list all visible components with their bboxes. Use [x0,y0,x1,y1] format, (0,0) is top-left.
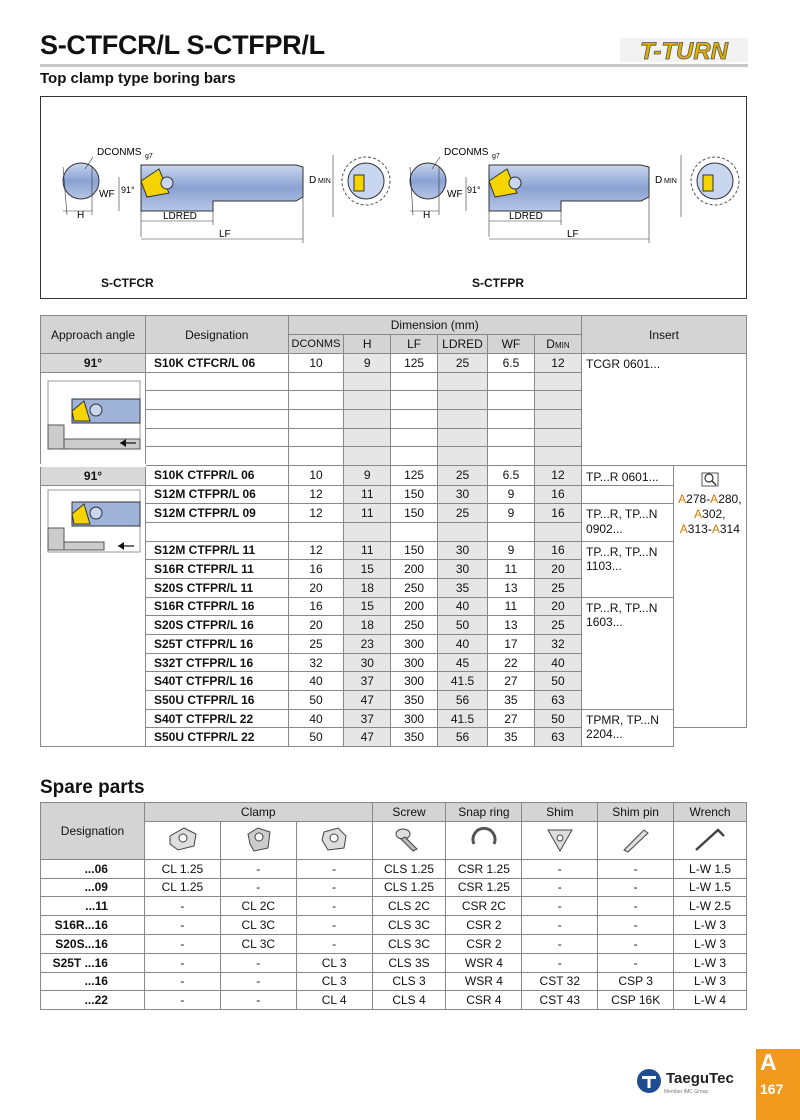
dconms-cell: 12 [288,504,344,523]
header-wf: WF [487,335,534,354]
shim-pin-icon [598,821,674,859]
spare-snap-cell: WSR 4 [446,953,522,972]
spare-pin-cell: - [598,859,674,878]
spare-clamp2-cell: CL 2C [220,897,296,916]
spare-clamp3-cell: CL 4 [296,991,372,1010]
dmin-cell: 40 [534,653,581,672]
table-row [41,466,747,485]
clamp-type2-icon [220,821,296,859]
spare-part-row [41,934,747,953]
dmin-cell: 16 [534,485,581,504]
spare-clamp3-cell: - [296,897,372,916]
tool-thumbnail-cell [41,485,146,560]
h-cell: 47 [344,691,391,710]
table-row [41,354,747,373]
wf-cell: 6.5 [487,354,534,373]
ldred-cell: 40 [438,597,488,616]
insert-cell [582,504,674,541]
ldred-cell: 30 [438,560,488,579]
approach-angle-value: 91° [41,354,146,373]
ldred-cell: 45 [438,653,488,672]
spare-pin-cell: - [598,897,674,916]
dmin-cell: 16 [534,541,581,560]
s-ctfpr-drawing [410,147,739,243]
wf-cell: 22 [487,653,534,672]
page-ref-line2 [677,507,743,522]
spare-pin-cell: - [598,934,674,953]
dconms-cell: 16 [288,597,344,616]
spare-designation-cell: ...16 [41,972,145,991]
spare-shim-cell: - [522,953,598,972]
h-cell: 9 [344,354,391,373]
h-cell: 18 [344,616,391,635]
dconms-cell: 50 [288,728,344,747]
dim-h-label: H [77,210,85,221]
spare-clamp1-cell: CL 1.25 [144,859,220,878]
lf-cell: 125 [391,466,438,485]
ldred-cell: 41.5 [438,709,488,728]
header-insert: Insert [582,316,747,354]
spare-pin-cell: - [598,878,674,897]
ldred-cell: 50 [438,616,488,635]
spare-clamp2-cell: - [220,991,296,1010]
header-h: H [344,335,391,354]
insert-cell: TCGR 0601... [582,354,747,466]
dmin-cell: 20 [534,560,581,579]
spare-shim-cell: CST 32 [522,972,598,991]
spare-snap-cell: CSR 2 [446,916,522,935]
designation-cell: S10K CTFPR/L 06 [146,466,289,485]
wf-cell: 13 [487,578,534,597]
dim-dmin-label: D [309,175,317,186]
page-ref-line1 [677,492,743,507]
insert-line: TPMR, TP...N [586,712,659,727]
spare-wrench-cell: L-W 3 [674,972,747,991]
spare-wrench-cell: L-W 1.5 [674,878,747,897]
dim-dconms-label-right: DCONMS [444,147,489,158]
spare-header-screw: Screw [372,803,446,822]
dmin-cell: 32 [534,635,581,654]
diagram-label-left: S-CTFCR [101,276,154,290]
dconms-cell: 10 [288,354,344,373]
wf-cell: 9 [487,541,534,560]
spare-clamp2-cell: - [220,878,296,897]
insert-line: TP...R, TP...N [586,600,658,615]
dmin-cell: 63 [534,728,581,747]
lf-cell: 150 [391,504,438,523]
h-cell: 37 [344,672,391,691]
dconms-cell: 12 [288,541,344,560]
designation-cell: S50U CTFPR/L 22 [146,728,289,747]
h-cell: 9 [344,466,391,485]
spare-header-shim-pin: Shim pin [598,803,674,822]
lf-cell: 200 [391,597,438,616]
spare-clamp1-cell: - [144,972,220,991]
wf-cell: 9 [487,504,534,523]
ldred-cell: 30 [438,541,488,560]
dmin-cell: 50 [534,709,581,728]
h-cell: 11 [344,541,391,560]
clamp-type3-icon [296,821,372,859]
designation-cell: S20S CTFPR/L 16 [146,616,289,635]
spare-part-row [41,897,747,916]
h-cell: 30 [344,653,391,672]
lf-cell: 200 [391,560,438,579]
spare-wrench-cell: L-W 3 [674,934,747,953]
spare-clamp2-cell: CL 3C [220,916,296,935]
tool-drawings [41,97,748,300]
designation-cell: S12M CTFPR/L 09 [146,504,289,523]
ldred-cell: 35 [438,578,488,597]
dim-min-label: MIN [318,178,331,185]
dim-wf-label: WF [99,189,115,200]
spare-snap-cell: CSR 4 [446,991,522,1010]
dmin-cell: 16 [534,504,581,523]
dim-h-label-right: H [423,210,431,221]
header-approach-angle: Approach angle [41,316,146,354]
tool-thumbnail-cell [41,372,146,465]
dconms-cell: 10 [288,466,344,485]
tool-thumbnail-ctfcr [44,377,142,457]
spare-part-row [41,916,747,935]
page-ref-line3 [677,522,743,537]
ref-num: 278- [686,492,711,507]
spare-screw-cell: CLS 1.25 [372,859,446,878]
wf-cell: 35 [487,691,534,710]
ldred-cell: 25 [438,466,488,485]
insert-cell [582,597,674,709]
dconms-cell: 20 [288,578,344,597]
ref-a: A [711,522,720,537]
spare-clamp1-cell: - [144,934,220,953]
logo-text: T-TURN [640,38,728,65]
spare-shim-cell: - [522,897,598,916]
spare-screw-cell: CLS 3C [372,934,446,953]
spare-pin-cell: CSP 16K [598,991,674,1010]
dmin-cell: 25 [534,578,581,597]
header-dmin [534,335,581,354]
h-cell: 47 [344,728,391,747]
ref-num: 313- [687,522,712,537]
spare-designation-cell: S20S...16 [41,934,145,953]
wf-cell: 17 [487,635,534,654]
designation-cell: S16R CTFPR/L 16 [146,597,289,616]
insert-line: 0902... [586,521,623,536]
lf-cell: 250 [391,578,438,597]
wf-cell: 11 [487,560,534,579]
spare-snap-cell: CSR 2C [446,897,522,916]
h-cell: 15 [344,597,391,616]
brand-subtitle: Member IMC Group [664,1089,709,1095]
spare-screw-cell: CLS 2C [372,897,446,916]
wf-cell: 6.5 [487,466,534,485]
designation-cell: S50U CTFPR/L 16 [146,691,289,710]
spare-shim-cell: - [522,859,598,878]
spare-clamp1-cell: - [144,916,220,935]
spare-header-clamp: Clamp [144,803,372,822]
brand-name: TaeguTec [666,1070,734,1087]
header-dmin-d: D [546,337,555,351]
dconms-cell: 25 [288,635,344,654]
spare-clamp1-cell: - [144,953,220,972]
wf-cell: 35 [487,728,534,747]
table-row [41,597,747,616]
spare-clamp3-cell: - [296,878,372,897]
spare-designation-cell: ...22 [41,991,145,1010]
header-dmin-sub: MIN [554,341,570,350]
screw-icon [372,821,446,859]
ref-num: 302, [702,507,726,522]
designation-cell: S40T CTFPR/L 16 [146,672,289,691]
dconms-cell: 20 [288,616,344,635]
spare-designation-cell: ...11 [41,897,145,916]
ldred-cell: 56 [438,728,488,747]
spare-screw-cell: CLS 3S [372,953,446,972]
spare-wrench-cell: L-W 3 [674,953,747,972]
insert-line: 2204... [586,727,623,742]
spare-header-snap-ring: Snap ring [446,803,522,822]
spare-wrench-cell: L-W 1.5 [674,859,747,878]
lf-cell: 350 [391,728,438,747]
dmin-cell: 25 [534,616,581,635]
wrench-icon [674,821,747,859]
spare-clamp3-cell: - [296,934,372,953]
dconms-cell: 50 [288,691,344,710]
ref-a: A [678,492,687,507]
spare-snap-cell: CSR 2 [446,934,522,953]
spare-part-row [41,991,747,1010]
spare-clamp3-cell: - [296,859,372,878]
insert-cell: TP...R 0601... [582,466,674,485]
lf-cell: 125 [391,354,438,373]
dconms-cell: 16 [288,560,344,579]
dim-g7-label-right: g7 [492,153,500,160]
lf-cell: 300 [391,635,438,654]
spare-clamp1-cell: - [144,991,220,1010]
dim-angle-label-right: 91° [467,185,481,195]
header-designation: Designation [146,316,289,354]
dim-lf-label: LF [219,229,231,240]
spare-header-designation: Designation [41,803,145,860]
h-cell: 11 [344,485,391,504]
section-letter: A [760,1049,777,1075]
spare-part-row [41,859,747,878]
spare-clamp3-cell: CL 3 [296,953,372,972]
spare-designation-cell: S25T ...16 [41,953,145,972]
table-row [41,504,747,523]
spare-part-row [41,953,747,972]
tool-thumbnail-ctfpr [44,488,142,556]
spare-clamp2-cell: CL 3C [220,934,296,953]
page-reference-cell [673,466,746,728]
snap-ring-icon [446,821,522,859]
dimension-table [40,315,747,747]
spare-pin-cell: - [598,916,674,935]
ldred-cell: 25 [438,504,488,523]
s-ctfcr-drawing [63,147,390,243]
spare-screw-cell: CLS 3C [372,916,446,935]
spare-designation-cell: ...06 [41,859,145,878]
dconms-cell: 40 [288,709,344,728]
insert-line: TP...R, TP...N [586,544,658,559]
designation-cell: S12M CTFPR/L 11 [146,541,289,560]
dim-dconms-label: DCONMS [97,147,142,158]
dim-wf-label-right: WF [447,189,463,200]
dmin-cell: 12 [534,466,581,485]
spare-header-shim: Shim [522,803,598,822]
h-cell: 18 [344,578,391,597]
ref-num: 314 [719,522,740,537]
spare-clamp2-cell: - [220,953,296,972]
wf-cell: 27 [487,709,534,728]
insert-line: 1603... [586,615,623,630]
dim-g7-label: g7 [145,153,153,160]
spare-wrench-cell: L-W 3 [674,916,747,935]
lf-cell: 300 [391,672,438,691]
magnifier-book-icon [700,470,720,488]
section-tab [756,1049,800,1120]
h-cell: 23 [344,635,391,654]
dim-dmin-label-right: D [655,175,663,186]
spare-shim-cell: CST 43 [522,991,598,1010]
wf-cell: 11 [487,597,534,616]
spare-snap-cell: CSR 1.25 [446,859,522,878]
ref-num: 280, [718,492,742,507]
table-row [41,709,747,728]
tool-diagram-panel [40,96,747,299]
wf-cell: 13 [487,616,534,635]
dmin-cell: 63 [534,691,581,710]
header-dimension: Dimension (mm) [288,316,581,335]
page-title: S-CTFCR/L S-CTFPR/L [40,30,325,60]
spare-shim-cell: - [522,916,598,935]
designation-cell: S32T CTFPR/L 16 [146,653,289,672]
dim-ldred-label: LDRED [163,211,197,222]
dmin-cell: 12 [534,354,581,373]
spare-snap-cell: WSR 4 [446,972,522,991]
dim-ldred-label-right: LDRED [509,211,543,222]
ldred-cell: 40 [438,635,488,654]
lf-cell: 150 [391,485,438,504]
spare-designation-cell: ...09 [41,878,145,897]
spare-clamp2-cell: - [220,859,296,878]
table-row [41,541,747,560]
diagram-label-right: S-CTFPR [472,276,524,290]
lf-cell: 350 [391,691,438,710]
header-lf: LF [391,335,438,354]
spare-shim-cell: - [522,934,598,953]
designation-cell: S12M CTFPR/L 06 [146,485,289,504]
spare-wrench-cell: L-W 4 [674,991,747,1010]
dim-angle-label: 91° [121,185,135,195]
page-number: 167 [760,1081,784,1097]
ldred-cell: 56 [438,691,488,710]
spare-pin-cell: - [598,953,674,972]
ldred-cell: 41.5 [438,672,488,691]
ref-a: A [679,522,688,537]
insert-cell [582,541,674,597]
spare-screw-cell: CLS 4 [372,991,446,1010]
spare-clamp1-cell: CL 1.25 [144,878,220,897]
insert-line: TP...R, TP...N [586,507,658,522]
lf-cell: 300 [391,653,438,672]
lf-cell: 300 [391,709,438,728]
dconms-cell: 40 [288,672,344,691]
ref-a: A [710,492,719,507]
h-cell: 11 [344,504,391,523]
spare-part-row [41,878,747,897]
page-subtitle: Top clamp type boring bars [40,70,236,87]
designation-cell: S25T CTFPR/L 16 [146,635,289,654]
insert-cell [582,709,674,746]
table-row [41,485,747,504]
ldred-cell: 25 [438,354,488,373]
designation-cell: S20S CTFPR/L 11 [146,578,289,597]
clamp-type1-icon [144,821,220,859]
spare-part-row [41,972,747,991]
spare-wrench-cell: L-W 2.5 [674,897,747,916]
t-turn-logo [614,32,750,66]
dmin-cell: 50 [534,672,581,691]
shim-icon [522,821,598,859]
wf-cell: 27 [487,672,534,691]
spare-clamp3-cell: - [296,916,372,935]
header-dconms: DCONMS [288,335,344,354]
spare-parts-table [40,802,747,1010]
h-cell: 37 [344,709,391,728]
approach-angle-value: 91° [41,466,146,485]
spare-shim-cell: - [522,878,598,897]
spare-parts-title: Spare parts [40,777,145,798]
designation-cell: S40T CTFPR/L 22 [146,709,289,728]
dconms-cell: 12 [288,485,344,504]
spare-designation-cell: S16R...16 [41,916,145,935]
designation-cell: S10K CTFCR/L 06 [146,354,289,373]
spare-clamp3-cell: CL 3 [296,972,372,991]
h-cell: 15 [344,560,391,579]
header-ldred: LDRED [438,335,488,354]
ref-a: A [694,507,703,522]
lf-cell: 250 [391,616,438,635]
spare-screw-cell: CLS 1.25 [372,878,446,897]
spare-pin-cell: CSP 3 [598,972,674,991]
dmin-cell: 20 [534,597,581,616]
designation-cell: S16R CTFPR/L 11 [146,560,289,579]
insert-line: 1103... [586,558,622,573]
spare-clamp2-cell: - [220,972,296,991]
lf-cell: 150 [391,541,438,560]
spare-header-wrench: Wrench [674,803,747,822]
dim-lf-label-right: LF [567,229,579,240]
spare-clamp1-cell: - [144,897,220,916]
ldred-cell: 30 [438,485,488,504]
taegutec-logo-icon [636,1068,662,1094]
dconms-cell: 32 [288,653,344,672]
spare-screw-cell: CLS 3 [372,972,446,991]
spare-snap-cell: CSR 1.25 [446,878,522,897]
dim-min-label-right: MIN [664,178,677,185]
wf-cell: 9 [487,485,534,504]
